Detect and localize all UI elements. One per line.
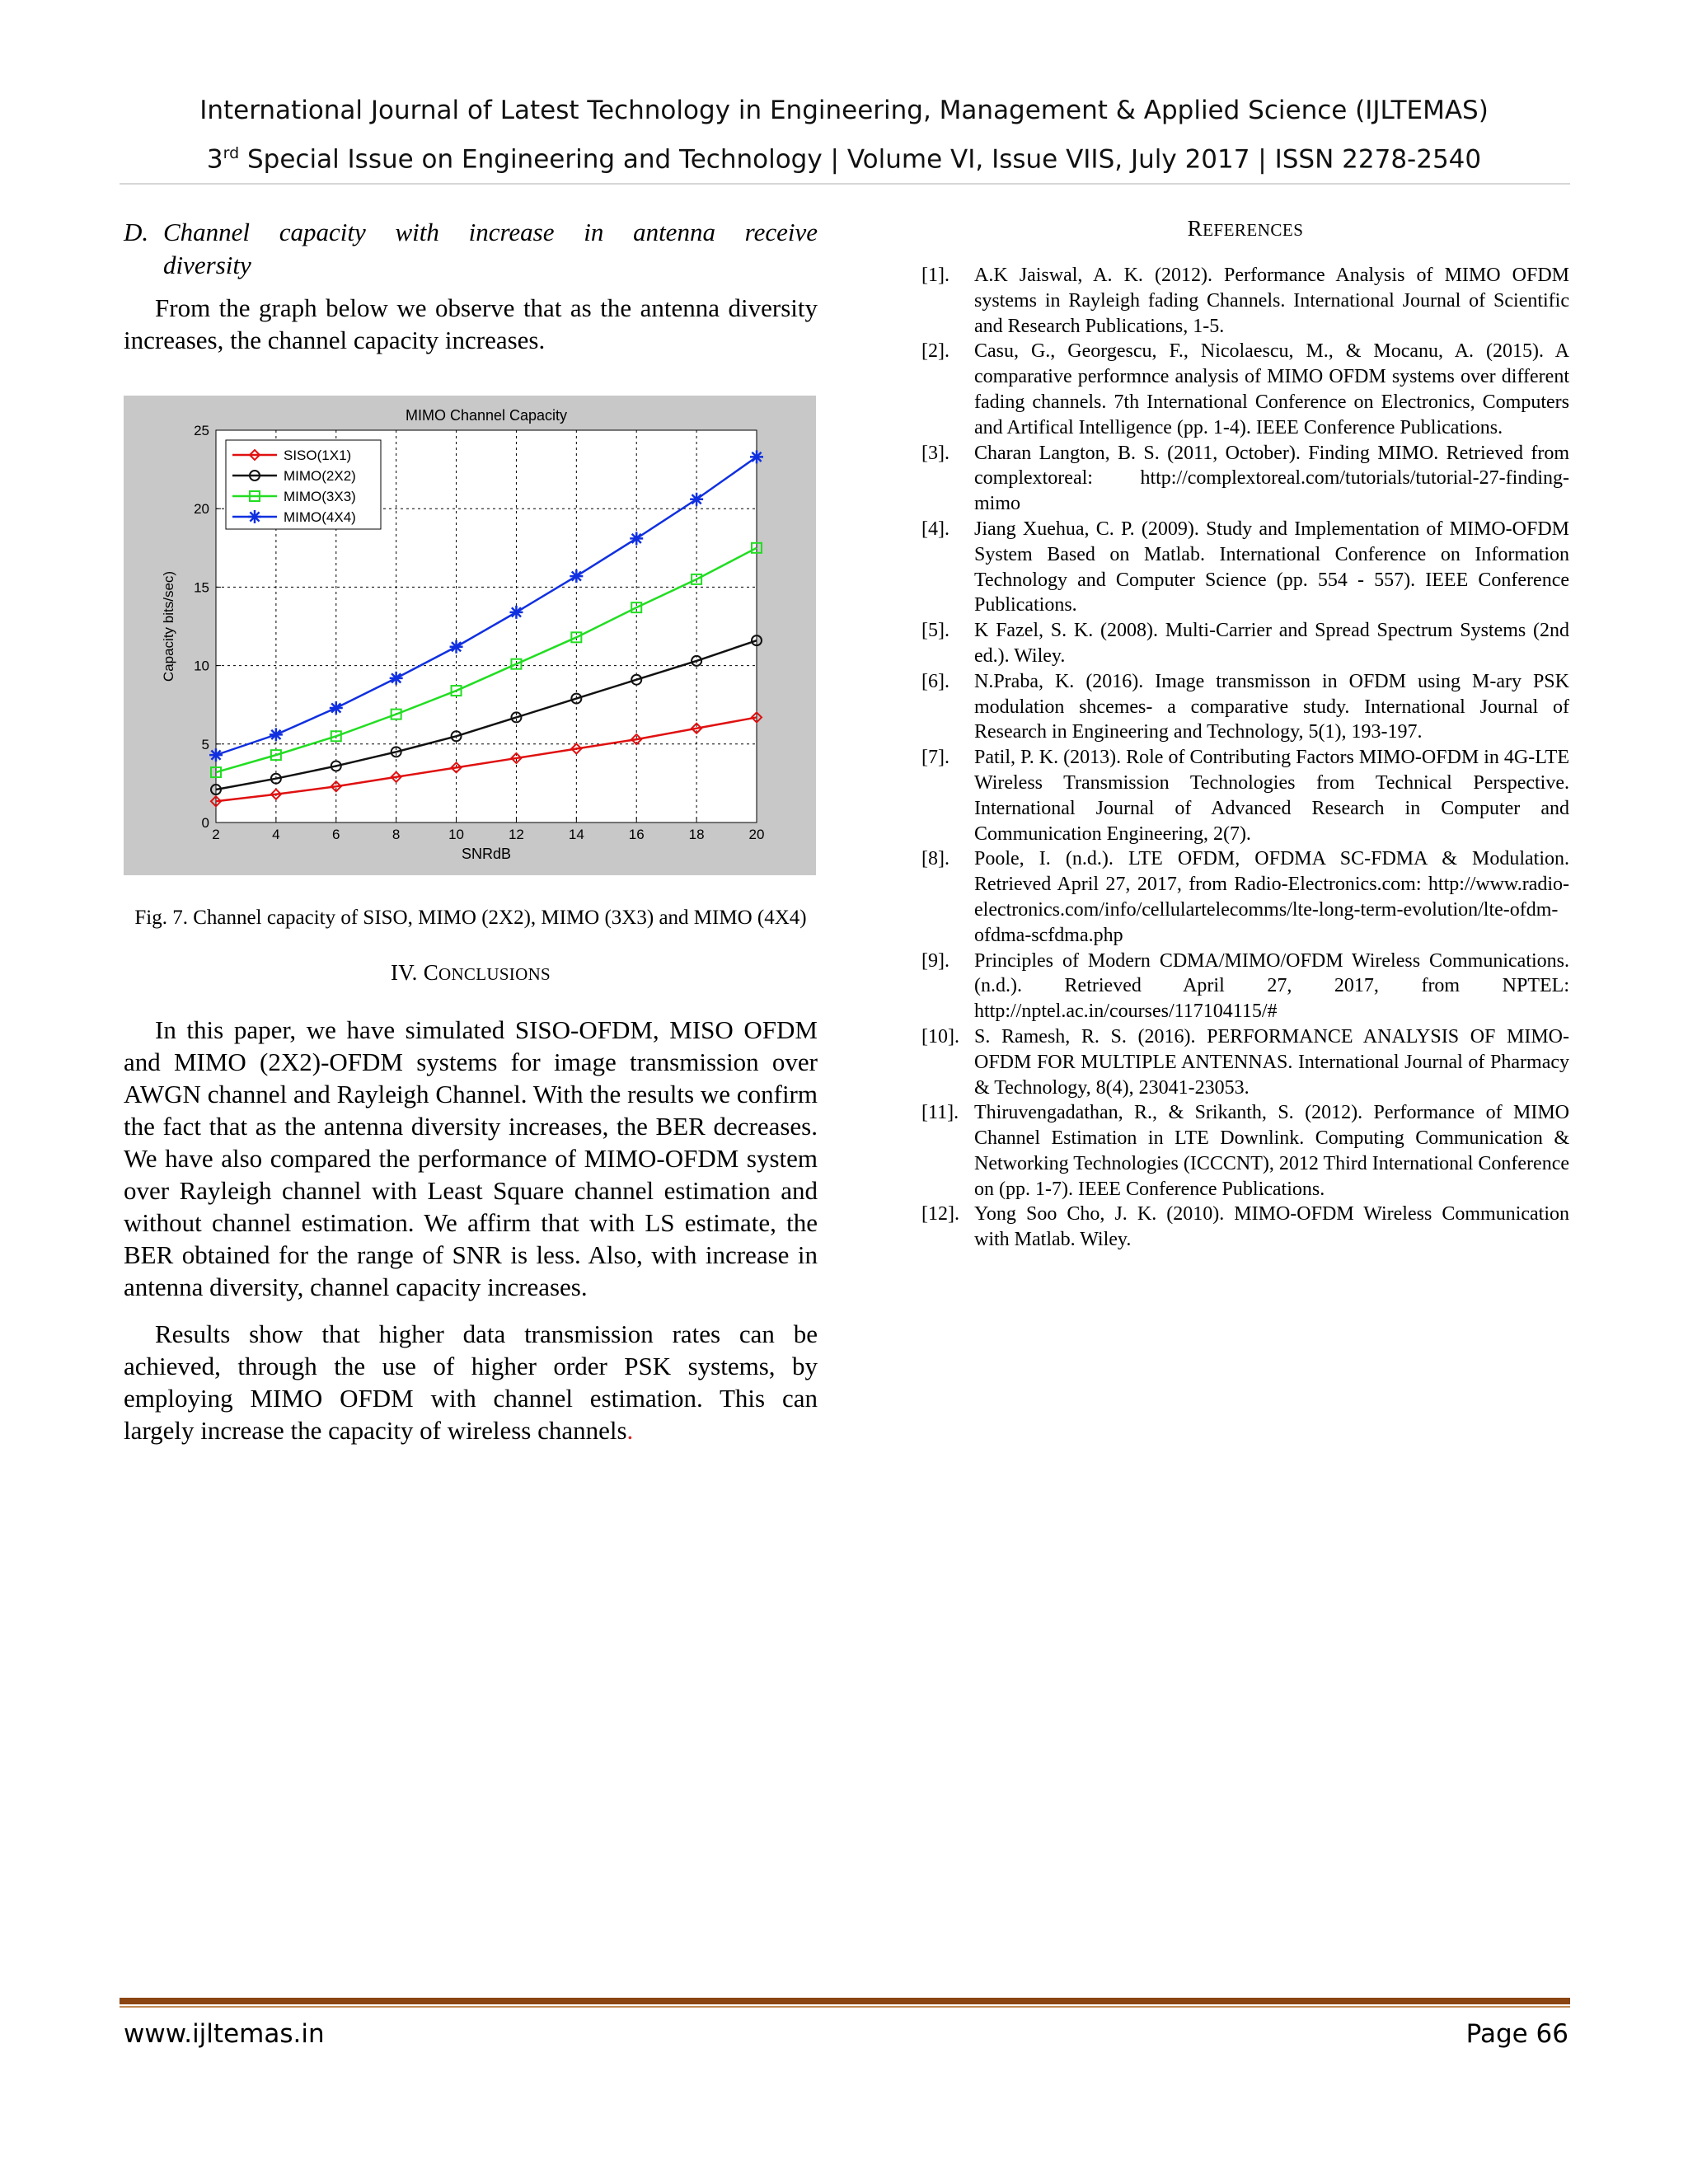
footer-website: www.ijltemas.in bbox=[124, 2019, 325, 2049]
footer-divider bbox=[120, 1998, 1570, 2004]
y-tick-label: 20 bbox=[194, 501, 209, 518]
reference-text: Yong Soo Cho, J. K. (2010). MIMO-OFDM Wireless Communication with Matlab. Wiley. bbox=[974, 1203, 1569, 1251]
x-axis-label: SNRdB bbox=[461, 846, 512, 862]
reference-item bbox=[921, 441, 1569, 517]
reference-text: Patil, P. K. (2013). Role of Contributing Factors MIMO-OFDM in 4G-LTE Wireless Transmission Technologies from Technical Perspective. International Journal of Advanced Research in Computer and Communication Engineering, 2(7). bbox=[974, 747, 1569, 845]
x-tick-label: 6 bbox=[332, 827, 340, 842]
reference-number: [6]. bbox=[921, 670, 950, 692]
reference-item bbox=[921, 618, 1569, 669]
y-axis-label: Capacity bits/sec) bbox=[161, 570, 176, 682]
issue-ordinal: 3 bbox=[206, 144, 223, 175]
conclusions-paragraph-2-end: . bbox=[626, 1416, 634, 1445]
journal-title: International Journal of Latest Technology in Engineering, Management & Applied Science (IJLTEMAS) bbox=[199, 96, 1489, 125]
reference-number: [7]. bbox=[921, 747, 950, 769]
reference-text: Poole, I. (n.d.). LTE OFDM, OFDMA SC-FDMA & Modulation. Retrieved April 27, 2017, from Radio-Electronics.com: http://www.radio-electronics.com/info/cellulartelecomms/lte-long-term-evolution/lte-ofdm-ofdma-scfdma.php bbox=[974, 848, 1569, 946]
right-column bbox=[921, 216, 1569, 1253]
reference-item bbox=[921, 339, 1569, 440]
reference-item bbox=[921, 745, 1569, 846]
chart-title: MIMO Channel Capacity bbox=[405, 407, 568, 424]
data-point bbox=[750, 450, 763, 463]
subsection-paragraph: From the graph below we observe that as the antenna diversity increases, the channel capacity increases. bbox=[124, 293, 818, 354]
x-tick-label: 18 bbox=[688, 827, 705, 842]
reference-number: [10]. bbox=[921, 1025, 959, 1047]
reference-text: Jiang Xuehua, C. P. (2009). Study and Implementation of MIMO-OFDM System Based on Matlab. International Conference on Information Technology and Computer Science (pp. 554 - 557). IEEE Conference Publications. bbox=[974, 518, 1569, 616]
subsection-letter: D. bbox=[124, 218, 149, 246]
reference-item bbox=[921, 1024, 1569, 1100]
reference-item bbox=[921, 1100, 1569, 1202]
reference-text: Casu, G., Georgescu, F., Nicolaescu, M., & Mocanu, A. (2015). A comparative performnce analysis of MIMO OFDM systems over different fading channels. 7th International Conference on Electronics, Computers and Artifical Intelligence (pp. 1-4). IEEE Conference Publications. bbox=[974, 340, 1569, 438]
x-tick-label: 10 bbox=[448, 827, 465, 842]
journal-issue-line bbox=[0, 132, 1688, 180]
y-tick-label: 10 bbox=[194, 658, 209, 674]
data-point bbox=[630, 532, 643, 545]
reference-number: [12]. bbox=[921, 1203, 959, 1226]
subsection-title-line2: diversity bbox=[163, 251, 251, 279]
footer-divider-thin bbox=[120, 2006, 1570, 2008]
reference-text: A.K Jaiswal, A. K. (2012). Performance Analysis of MIMO OFDM systems in Rayleigh fading Channels. International Journal of Scientific and Research Publications, 1-5. bbox=[974, 265, 1569, 337]
data-point bbox=[330, 701, 343, 715]
issue-ordinal-suffix: rd bbox=[223, 144, 240, 162]
legend-label: MIMO(2X2) bbox=[284, 468, 356, 484]
y-tick-label: 15 bbox=[194, 579, 209, 596]
y-tick-label: 25 bbox=[194, 423, 209, 438]
conclusions-paragraph-1: In this paper, we have simulated SISO-OFDM, MISO OFDM and MIMO (2X2)-OFDM systems for image transmission over AWGN channel and Rayleigh Channel. With the results we confirm the fact that as the antenna diversity increases, the BER decreases. We have also compared the performance of MIMO-OFDM system over Rayleigh channel with Least Square channel estimation and without channel estimation. We affirm that with LS estimate, the BER obtained for the range of SNR is less. Also, with increase in antenna diversity, channel capacity increases. bbox=[124, 1015, 818, 1301]
chart-legend bbox=[226, 440, 381, 529]
reference-text: S. Ramesh, R. S. (2016). PERFORMANCE ANALYSIS OF MIMO-OFDM FOR MULTIPLE ANTENNAS. International Journal of Pharmacy & Technology, 8(4), 23041-23053. bbox=[974, 1025, 1569, 1099]
x-tick-label: 8 bbox=[392, 827, 401, 842]
journal-header bbox=[0, 89, 1688, 180]
reference-text: Charan Langton, B. S. (2011, October). Finding MIMO. Retrieved from complextoreal: http://complextoreal.com/tutorials/tutorial-27-finding-mimo bbox=[974, 442, 1569, 515]
legend-label: SISO(1X1) bbox=[284, 448, 352, 463]
subsection-title bbox=[124, 216, 818, 249]
reference-number: [5]. bbox=[921, 620, 950, 642]
reference-item bbox=[921, 517, 1569, 618]
conclusions-paragraph-2-text: Results show that higher data transmission rates can be achieved, through the use of higher order PSK systems, by employing MIMO OFDM with channel estimation. This can largely increase the capacity of wireless channels bbox=[124, 1319, 818, 1445]
x-tick-label: 4 bbox=[272, 827, 280, 842]
reference-item bbox=[921, 1202, 1569, 1253]
x-tick-label: 16 bbox=[628, 827, 645, 842]
reference-number: [8]. bbox=[921, 848, 950, 870]
capacity-chart bbox=[124, 396, 816, 875]
subsection-title-line1: Channel capacity with increase in antenna receive bbox=[163, 218, 818, 246]
references-heading bbox=[921, 216, 1569, 241]
figure-caption: Fig. 7. Channel capacity of SISO, MIMO (2X2), MIMO (3X3) and MIMO (4X4) bbox=[134, 907, 807, 929]
references-heading-initial: R bbox=[1187, 216, 1203, 241]
data-point bbox=[690, 493, 703, 506]
conclusions-heading-initial: C bbox=[423, 960, 438, 985]
legend-label: MIMO(3X3) bbox=[284, 489, 356, 504]
conclusions-numeral: IV. bbox=[390, 960, 424, 985]
x-tick-label: 14 bbox=[568, 827, 584, 842]
reference-item bbox=[921, 669, 1569, 745]
legend-marker bbox=[248, 510, 261, 523]
reference-number: [4]. bbox=[921, 518, 950, 540]
x-tick-label: 20 bbox=[748, 827, 765, 842]
reference-text: Thiruvengadathan, R., & Srikanth, S. (2012). Performance of MIMO Channel Estimation in LTE Downlink. Computing Communication & Networking Technologies (ICCCNT), 2012 Third International Conference on (pp. 1-7). IEEE Conference Publications. bbox=[974, 1102, 1569, 1200]
left-column bbox=[124, 216, 818, 1446]
footer-page-number: Page 66 bbox=[1465, 2019, 1568, 2049]
reference-item bbox=[921, 263, 1569, 339]
issue-details: Special Issue on Engineering and Technology | Volume VI, Issue VIIS, July 2017 | ISSN 2278-2540 bbox=[239, 144, 1482, 175]
y-tick-label: 0 bbox=[201, 815, 209, 831]
y-tick-label: 5 bbox=[201, 736, 209, 752]
conclusions-paragraph-2 bbox=[124, 1318, 818, 1446]
x-tick-label: 2 bbox=[212, 827, 220, 842]
data-point bbox=[450, 640, 463, 654]
reference-number: [2]. bbox=[921, 340, 950, 363]
data-point bbox=[570, 569, 583, 583]
figure-chart bbox=[124, 396, 816, 875]
header-divider bbox=[120, 183, 1570, 185]
reference-text: N.Praba, K. (2016). Image transmisson in OFDM using M-ary PSK modulation shcemes- a comparative study. International Journal of Research in Engineering and Technology, 5(1), 193-197. bbox=[974, 670, 1569, 743]
reference-item bbox=[921, 949, 1569, 1024]
data-point bbox=[509, 606, 523, 619]
reference-text: K Fazel, S. K. (2008). Multi-Carrier and Spread Spectrum Systems (2nd ed.). Wiley. bbox=[974, 620, 1569, 667]
reference-number: [9]. bbox=[921, 949, 950, 972]
conclusions-heading-rest: ONCLUSIONS bbox=[438, 964, 551, 984]
conclusions-heading bbox=[124, 960, 818, 986]
x-tick-label: 12 bbox=[508, 827, 524, 842]
legend-label: MIMO(4X4) bbox=[284, 509, 356, 525]
reference-text: Principles of Modern CDMA/MIMO/OFDM Wireless Communications. (n.d.). Retrieved April 27, 2017, from NPTEL: http://nptel.ac.in/courses/117104115/# bbox=[974, 949, 1569, 1023]
reference-item bbox=[921, 846, 1569, 948]
reference-list bbox=[921, 263, 1569, 1253]
reference-number: [1]. bbox=[921, 265, 950, 286]
reference-number: [11]. bbox=[921, 1102, 959, 1124]
references-heading-rest: EFERENCES bbox=[1203, 220, 1304, 240]
reference-number: [3]. bbox=[921, 442, 950, 464]
